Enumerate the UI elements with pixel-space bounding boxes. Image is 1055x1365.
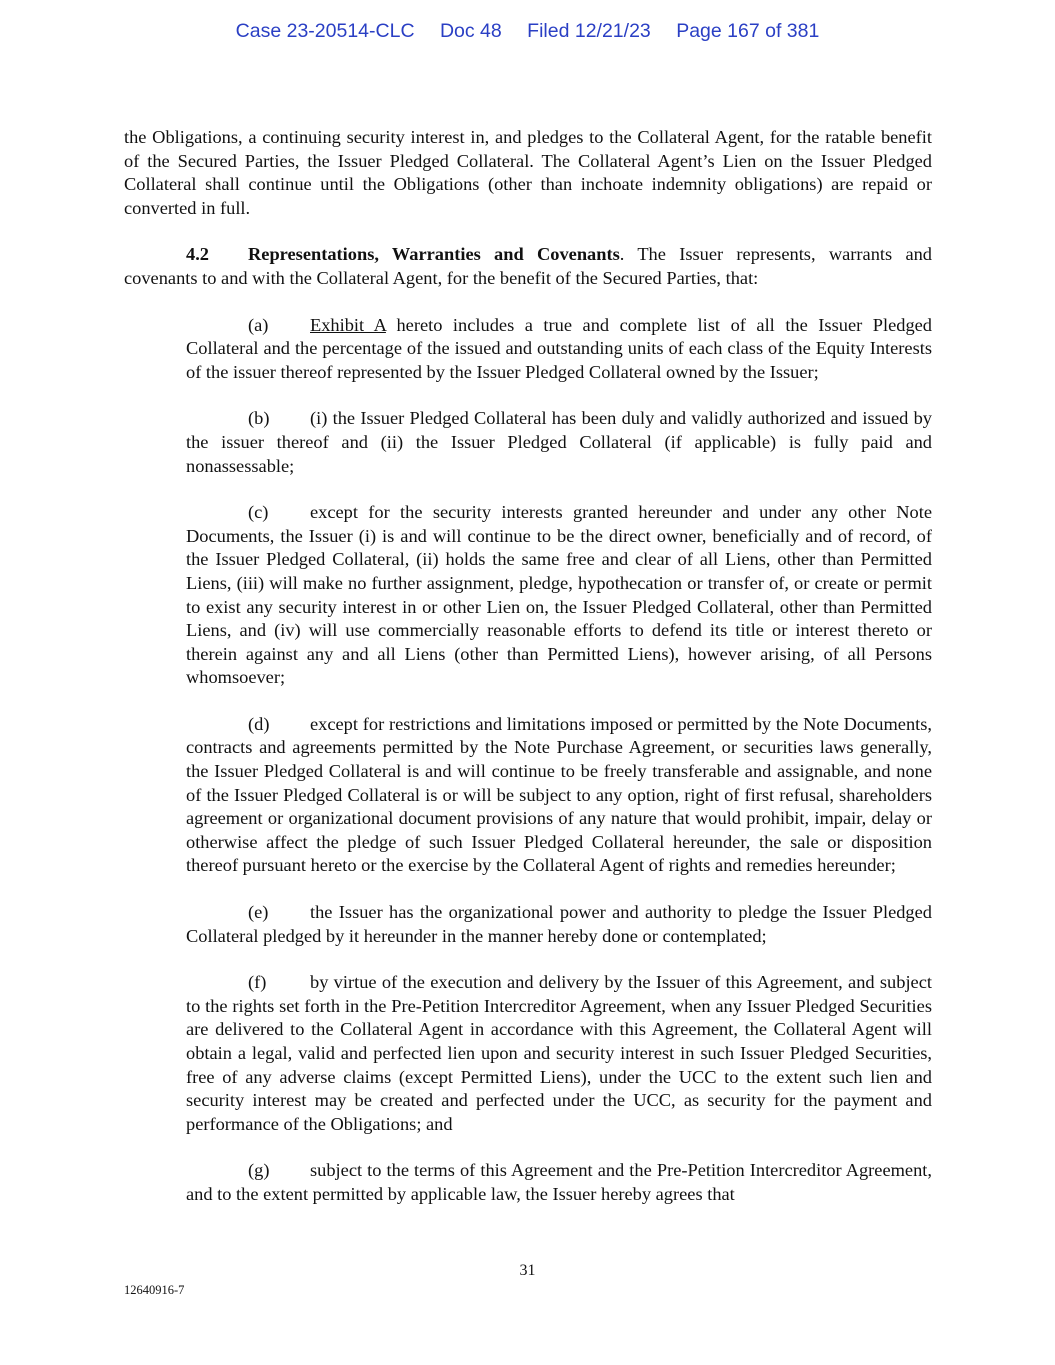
filed-date: Filed 12/21/23: [527, 20, 651, 42]
case-number: Case 23-20514-CLC: [235, 20, 415, 42]
page-of-total: Page 167 of 381: [676, 20, 820, 42]
item-e: [186, 901, 932, 948]
item-label: (d): [248, 713, 270, 734]
item-b: [186, 407, 932, 478]
court-filing-header: [0, 20, 1055, 43]
item-label: (e): [248, 902, 269, 923]
item-text: except for the security interests granted hereunder and under any other Note Documents, the Issuer (i) is and will continue to be the direct owner, beneficially and of record, of the Issuer Pledged Collateral, (ii) holds the same free and clear of all Liens, other than Permitted Liens, (iii) will make no further assignment, pledge, hypothecation or transfer of, or create or permit to exist any security interest in or other Lien on, the Issuer Pledged Collateral, other than Permitted Liens, and (iv) will use commercially reasonable efforts to defend its title or interest thereto or therein against any and all Liens (other than Permitted Liens), however arising, of all Persons whomsoever;: [186, 502, 932, 688]
item-label: (b): [248, 408, 270, 429]
document-id: 12640916-7: [124, 1283, 185, 1297]
item-text: except for restrictions and limitations imposed or permitted by the Note Documents, contracts and agreements permitted by the Note Purchase Agreement, or securities laws generally, the Issuer Pledged Collateral is and will continue to be freely transferable and assignable, and none of the Issuer Pledged Collateral is or will be subject to any option, right of first refusal, shareholders agreement or organizational document provisions of any nature that would prohibit, impair, delay or otherwise affect the pledge of such Issuer Pledged Collateral hereunder, the sale or disposition thereof pursuant hereto or the exercise by the Collateral Agent of rights and remedies hereunder;: [186, 713, 932, 876]
item-label: (a): [248, 314, 269, 335]
item-text: subject to the terms of this Agreement and the Pre-Petition Intercreditor Agreement, and to the extent permitted by applicable law, the Issuer hereby agrees that: [186, 1160, 932, 1204]
item-f: [186, 971, 932, 1136]
item-label: (c): [248, 502, 269, 523]
document-body: [124, 126, 932, 1207]
section-4-2-paragraph: [124, 243, 932, 290]
continuation-paragraph: the Obligations, a continuing security interest in, and pledges to the Collateral Agent, for the ratable benefit of the Secured Parties, the Issuer Pledged Collateral. The Collateral Agent’s Lien on the Issuer Pledged Collateral shall continue until the Obligations (other than inchoate indemnity obligations) are repaid or converted in full.: [124, 127, 932, 218]
item-text: (i) the Issuer Pledged Collateral has been duly and validly authorized and issued by the issuer thereof and (ii) the Issuer Pledged Collateral (if applicable) is fully paid and nonassessable;: [186, 408, 932, 476]
page-number: 31: [519, 1262, 536, 1279]
section-title: Representations, Warranties and Covenants: [248, 244, 620, 265]
section-title-end: .: [619, 244, 625, 265]
item-a: [186, 314, 932, 385]
doc-number: Doc 48: [439, 20, 502, 42]
item-text: by virtue of the execution and delivery by the Issuer of this Agreement, and subject to the rights set forth in the Pre-Petition Intercreditor Agreement, when any Issuer Pledged Securities are delivered to the Collateral Agent in accordance with this Agreement, the Collateral Agent will obtain a legal, valid and perfected lien upon and security interest in such Issuer Pledged Securities, free of any adverse claims (except Permitted Liens), under the UCC to the extent such lien and security interest may be created and perfected under the UCC, as security for the payment and performance of the Obligations; and: [186, 972, 932, 1134]
item-g: [186, 1159, 932, 1206]
item-c: [186, 501, 932, 690]
item-label: (g): [248, 1160, 270, 1181]
item-label: (f): [248, 972, 267, 993]
section-text: The Issuer represents, warrants and covenants to and with the Collateral Agent, for the benefit of the Secured Parties, that:: [124, 244, 932, 288]
item-text: hereto includes a true and complete list of all the Issuer Pledged Collateral and the percentage of the issued and outstanding units of each class of the Equity Interests of the issuer thereof represented by the Issuer Pledged Collateral owned by the Issuer;: [186, 314, 932, 382]
exhibit-a-link[interactable]: Exhibit A: [310, 314, 386, 335]
item-d: [186, 713, 932, 878]
section-number: 4.2: [186, 244, 209, 265]
item-text: the Issuer has the organizational power and authority to pledge the Issuer Pledged Collateral pledged by it hereunder in the manner hereby done or contemplated;: [186, 902, 932, 946]
